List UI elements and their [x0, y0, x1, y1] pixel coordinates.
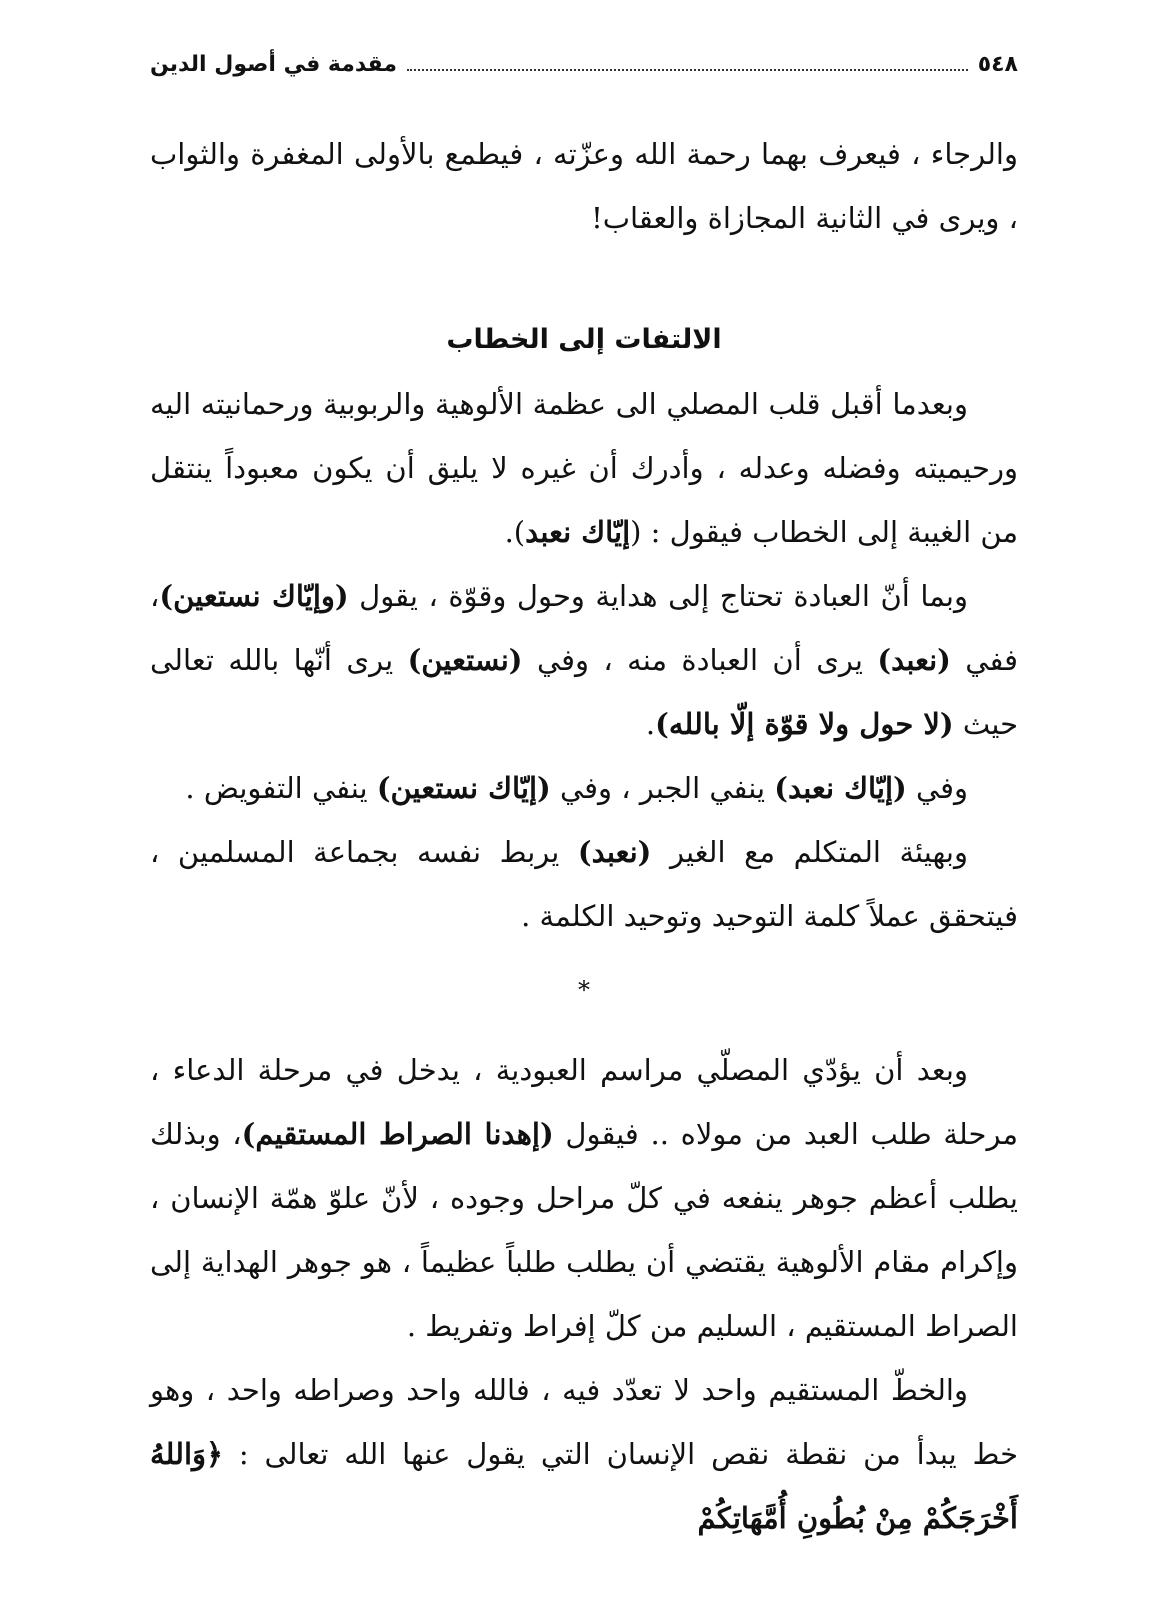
paragraph-2-text-a: وبما أنّ العبادة تحتاج إلى هداية وحول وقوّة ، يقول — [348, 579, 969, 613]
page-body — [150, 122, 1018, 1550]
paragraph-6-text-a: والخطّ المستقيم واحد لا تعدّد فيه ، فالله واحد وصراطه واحد ، وهو خط يبدأ من نقطة نقص الإنسان التي يقول عنها الله تعالى : — [150, 1373, 1018, 1471]
paragraph-3-text-a: وفي — [906, 771, 968, 805]
section-heading: الالتفات إلى الخطاب — [446, 324, 722, 355]
quote-iyyaka-nastain: (إيّاك نستعين) — [376, 771, 551, 805]
paragraph-1-end: ). — [504, 515, 526, 549]
paragraph-4 — [150, 820, 1018, 948]
quote-nabud: (نعبد) — [877, 643, 951, 677]
paragraph-2-text-e: . — [645, 707, 656, 741]
page-number: ٥٤٨ — [977, 51, 1018, 77]
book-title: مقدمة في أصول الدين — [150, 51, 398, 77]
paragraph-2 — [150, 564, 1018, 756]
quote-iyyaka-nabud-2: (إيّاك نعبد) — [774, 771, 907, 805]
quote-nabud-2: (نعبد) — [577, 835, 652, 869]
paragraph-4-text-a: وبهيئة المتكلم مع الغير — [651, 835, 969, 869]
paragraph-5 — [150, 1038, 1018, 1358]
paragraph-2-text-b: ، ففي — [150, 579, 1018, 677]
paragraph-1 — [150, 372, 1018, 564]
quote-ihdina: (إهدنا الصراط المستقيم) — [241, 1117, 554, 1151]
quote-wa-iyyaka-nastain: (وإيّاك نستعين) — [159, 579, 349, 613]
quran-verse: ﴿وَاللهُ أَخْرَجَكُمْ مِنْ بُطُونِ أُمَّهَاتِكُمْ — [150, 1437, 1018, 1535]
quote-la-hawla: (لا حول ولا قوّة إلّا بالله) — [655, 707, 954, 741]
paragraph-3-text-c: ينفي التفويض . — [185, 771, 377, 805]
section-separator: * — [578, 976, 590, 1004]
paragraph-5-text-a: وبعد أن يؤدّي المصلّي مراسم العبودية ، يدخل في مرحلة الدعاء ، مرحلة طلب العبد من مولاه .. فيقول — [150, 1053, 1018, 1151]
intro-paragraph: والرجاء ، فيعرف بهما رحمة الله وعزّته ، فيطمع بالأولى المغفرة والثواب ، ويرى في الثانية المجازاة والعقاب! — [150, 137, 1018, 235]
paragraph-4-text-b: يربط نفسه بجماعة المسلمين ، فيتحقق عملاً كلمة التوحيد وتوحيد الكلمة . — [150, 835, 1018, 933]
paragraph-1-text: وبعدما أقبل قلب المصلي الى عظمة الألوهية والربوبية ورحمانيته اليه ورحيميته وفضله وعدله ، وأدرك أن غيره لا يليق أن يكون معبوداً ينتقل من الغيبة إلى الخطاب فيقول : ( — [150, 387, 1018, 549]
paragraph-3-text-b: ينفي الجبر ، وفي — [550, 771, 775, 805]
quote-iyyaka-nabud: إيّاك نعبد — [525, 515, 631, 549]
paragraph-2-text-c: يرى أن العبادة منه ، وفي — [522, 643, 878, 677]
paragraph-3 — [150, 756, 1018, 820]
quote-nastain: (نستعين) — [407, 643, 523, 677]
dotted-leader — [407, 69, 968, 71]
paragraph-5-text-b: ، وبذلك يطلب أعظم جوهر ينفعه في كلّ مراحل وجوده ، لأنّ علوّ همّة الإنسان ، وإكرام مقام الألوهية يقتضي أن يطلب طلباً عظيماً ، هو جوهر الهداية إلى الصراط المستقيم ، السليم من كلّ إفراط وتفريط . — [150, 1117, 1018, 1343]
running-header — [150, 44, 1018, 84]
paragraph-6 — [150, 1358, 1018, 1550]
paragraph-2-text-d: يرى أنّها بالله تعالى حيث — [150, 643, 1018, 741]
